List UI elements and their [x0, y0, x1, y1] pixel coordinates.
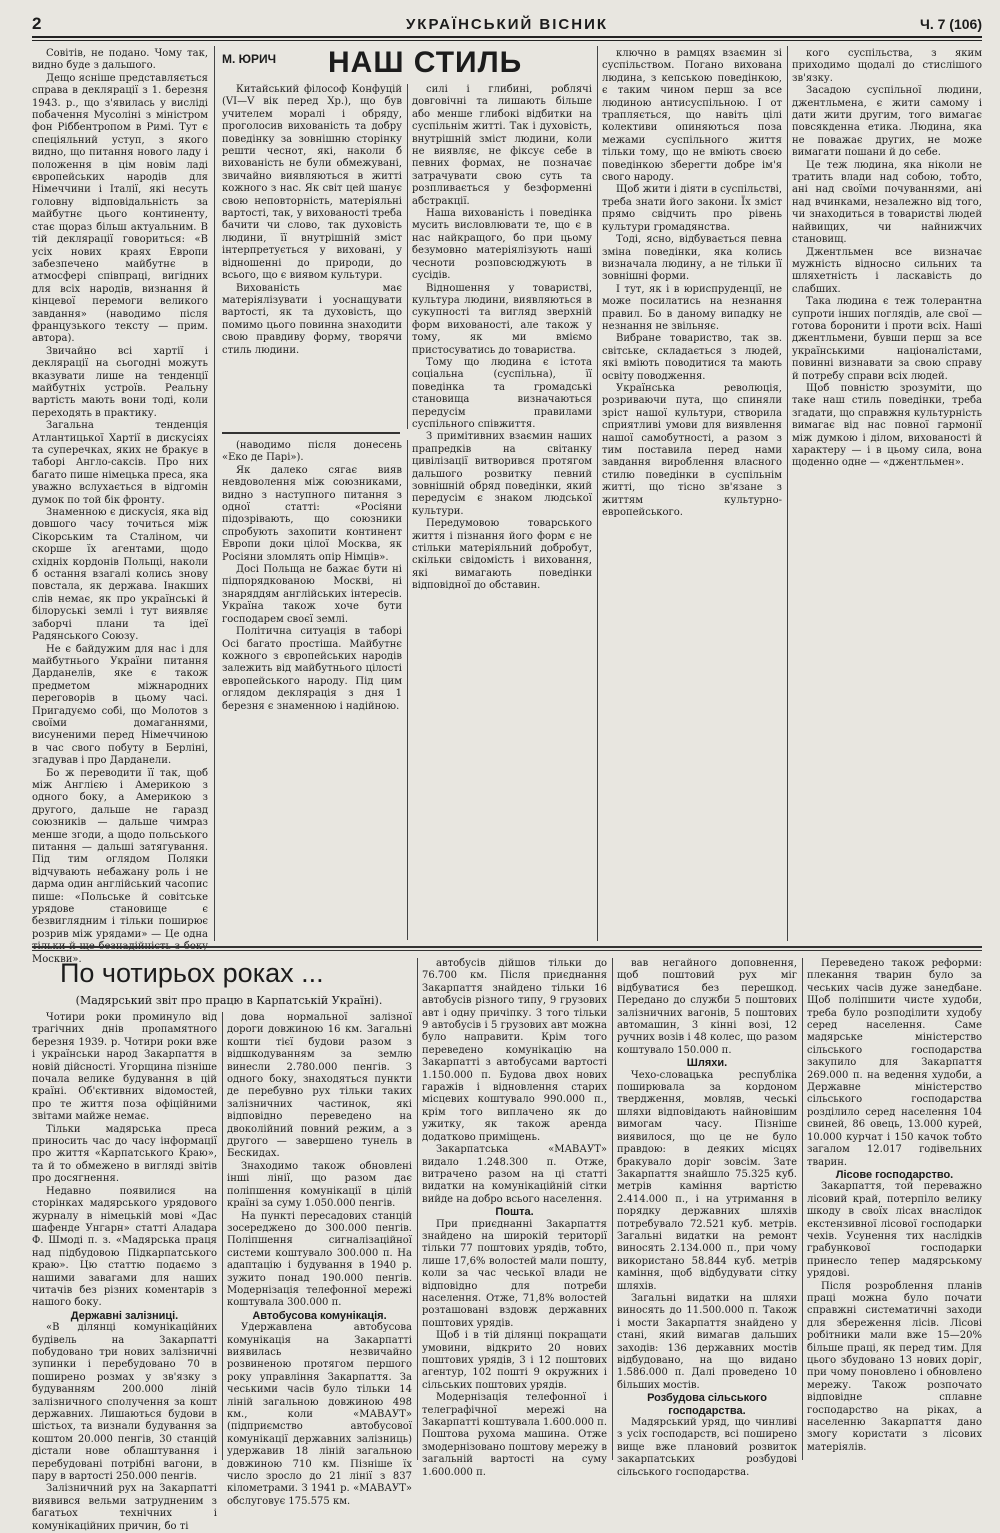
paragraph: І тут, як і в юриспруденції, не може посилатись на незнання правил. Бо в даному випадку не незнання не звільняє.: [602, 283, 782, 332]
subhead-bus: Автобусова комунікація.: [252, 1309, 387, 1322]
paragraph: Загальні видатки на шляхи виносять до 11.500.000 п. Також і мости Закарпаття знайдено у стані, який вимагав дальших заходів: 136 державних мостів відбудовано, на що видано 1.586.000 п. Далі проведено 10 більших мостів.: [617, 1292, 797, 1391]
nash-styl-col2-text: [222, 465, 402, 713]
four-years-col2: [227, 1012, 412, 1507]
subhead-railways: Державні залізниці.: [70, 1309, 179, 1322]
four-years-col2b-text: [227, 1322, 412, 1508]
paragraph: Дещо ясніше представляється справа в деклярації з 1. березня 1943. р., що з'явилась у висліді побачення Мусоліні з міністром фон Ріббентропом в Римі. Тут є спеціяльний уступ, з якого видно, що питання нового ладу і положення в цім новім ладі європейських народів для Німеччини і Італії, які несуть головну відповідальність за майбутнє цього континенту, стає щораз більш актуальним. В тій деклярації говориться: «В усіх нових краях Европи забезпечено майбутнє в атмосфері співпраці, вигідних для всіх народів, визнання й кінцевої перемоги великого завдання» (наводимо після французького тексту — прим. автора).: [32, 72, 208, 345]
nash-styl-col2: [222, 440, 402, 940]
paragraph: Тільки мадярська преса приносить час до часу інформації про життя «Карпатського Краю», та й то обмежено в вигляді звітів про досягнення.: [32, 1123, 217, 1185]
paragraph: Загальна тенденція Атлантицької Хартії в дискусіях та суперечках, яких не бракує в таборі Англо-саксів. Про них багато пише німецька преса, яка уважно вслухається в відгомін думок по той бік фронту.: [32, 420, 208, 506]
four-years-col5b-text: [807, 1181, 982, 1454]
paragraph: вав негайного доповнення, щоб поштовий рух міг відбуватися без перешкод. Передано до служби 5 поштових залізничних вагонів, 5 поштових автомашин, 3 кінні возі, 12 ручних возів і 48 колес, що разом коштувало 150.000 п.: [617, 958, 797, 1056]
paragraph: Звичайно всі хартії і деклярації на сьогодні можуть вказувати лише на тенденції майбутніх устроїв. Реальну вартість мають вони тоді, коли переходять в практику.: [32, 345, 208, 419]
column-divider: [802, 958, 803, 1460]
paragraph: Бо ж переводити її так, щоб між Англією і Америкою з одного боку, а Америкою з другого, дальше не гаразд союзників — дальше чимраз менше згоди, а щодо польського питання — дальші затягування. Під тим оглядом Поляки відчувають небажану роль і не дарма один англійський часопис пише: «Польське й совітське урядове становище є безвиглядним і тільки поширює розрив між урядами» — Це одна тільки й ще безнадійність з боку Москви».: [32, 767, 208, 965]
paragraph: З примітивних взаємин наших прапредків на світанку цивілізації витворився протягом дальшого розвитку певний зовнішній обряд поведінки, який передусім є знаком людської культури.: [412, 431, 592, 517]
paragraph: При приєднанні Закарпаття знайдено на широкій території тільки 77 поштових урядів, тобто, лише 17,6% волостей мали пошту, коли за час чеської влади не відповідно для потреби населення. Отже, 71,8% волостей розташовані вздовж державних поштових урядів.: [422, 1218, 607, 1329]
paragraph: Досі Польща не бажає бути ні підпорядкованою Москві, ні знаряддям англійських інтересів. Україна також хоче бути господарем своєї землі.: [222, 564, 402, 625]
subhead-forestry: Лісове господарство.: [835, 1168, 954, 1181]
nash-styl-col3-text: [412, 84, 592, 593]
article-left-text: [32, 48, 208, 966]
paragraph: Не є байдужим для нас і для майбутнього України питання Дарданелів, яке є також предметом міжнародних переговорів в цьому часі. Пригадуємо собі, що Молотов з своїми домаганнями, висуненими перед Німеччиною в час свого побуту в Берліні, згадував і про Дарданели.: [32, 643, 208, 767]
paragraph: Модернізація телефонної і телеграфічної мережі на Закарпатті коштувала 1.600.000 п. Поштова рухома машина. Отже змодернізовано поштову мережу в загальній вартості на суму 1.600.000 п.: [422, 1392, 607, 1478]
paragraph: Щоб повністю зрозуміти, що таке наш стиль поведінки, треба згадати, що справжня культурність вимагає від нас повної гармонії між думкою і ділом, вихованості й характеру — і в цьому сила, вона щоденно одне — «джентльмен».: [792, 382, 982, 469]
nash-styl-col5: [792, 48, 982, 938]
paragraph: Вибране товариство, так зв. світське, складається з людей, які вміють поводитися та мають освіту поводження.: [602, 333, 782, 382]
paragraph: Політична ситуація в таборі Осі багато простіша. Майбутнє кожного з європейських народів залежить від майбутнього цілості европейського народу. Під цим оглядом деклярація з дня 1 березня є знаменною і надійною.: [222, 626, 402, 712]
paragraph: Відношення у товаристві, культура людини, виявляються в сукупності та вигляд зверхній форм вихованості, але також у тому, як ми вміємо пристосуватись до товариства.: [412, 282, 592, 356]
paragraph: кого суспільства, з яким приходимо щодалі до стислішого зв'язку.: [792, 48, 982, 84]
article-left-column: [32, 48, 208, 965]
source-note: (наводимо після донесень «Еко де Парі»).: [222, 440, 402, 464]
nash-styl-col4-text: [602, 48, 782, 519]
paragraph: Джентльмен все визначає мужність відносно сильних та шляхетність і ласкавість до слабших.: [792, 246, 982, 295]
nash-styl-col1-text: [222, 84, 402, 357]
paragraph: Совітів, не подано. Чому так, видно буде з дальшого.: [32, 48, 208, 72]
four-years-col3-text: [422, 958, 607, 1206]
paragraph: Після розроблення планів праці можна було почати справжні систематичні заходи для збереження лісів. Лісові робітники мали вже 15—20% більше праці, як перед тим. Для цього збудовано 13 нових доріг, при чому поновлено і обновлено мережу. Також розпочато відповідне сплавне господарство на ріках, а населенню Закарпаття дано змогу користати з лісових матеріялів.: [807, 1280, 982, 1453]
paragraph: автобусів дійшов тільки до 76.700 км. Після приєднання Закарпаття знайдено тільки 16 автобусів різного типу, 9 грузових авт і одну причіпку. З того тільки 9 автобусів і 5 грузових авт можна було направити. Крім того переведено комунікацію на Закарпатті з автобусами вартості 1.150.000 п. Будова двох нових гаражів і відновлення старих місцевих коштувало 990.000 п., крім того виплачено як до ужитку, як також аренда додатково приміщень.: [422, 958, 607, 1143]
column-divider: [612, 958, 613, 1460]
page-number: 2: [32, 14, 42, 33]
column-divider: [214, 46, 215, 941]
issue-number: Ч. 7 (106): [920, 16, 982, 32]
four-years-col3b-text: [422, 1219, 607, 1480]
paragraph: Знаходимо також обновлені інші лінії, що разом дає поліпшення комунікації в цілій країні за суму 1.050.000 пенгів.: [227, 1160, 412, 1210]
paragraph: Щоб жити і діяти в суспільстві, треба знати його закони. Їх зміст прямо свідчить про рівень культури громадянства.: [602, 184, 782, 233]
article-author: М. ЮРИЧ: [222, 52, 277, 66]
paragraph: Це теж людина, яка ніколи не тратить влади над собою, тобто, ані над своїми почуваннями, ані над вчинками, незалежно від того, чи знаходиться в товаристві людей найвищих, чи найнижчих становищ.: [792, 159, 982, 246]
paragraph: Передумовою товарського життя і пізнання його форм є не стільки матеріяльний добробут, скільки свідомість і виховання, які вимагають поведінки відповідної до обставин.: [412, 518, 592, 592]
four-years-col4c-text: [617, 1417, 797, 1479]
newspaper-title: УКРАЇНСЬКИЙ ВІСНИК: [405, 16, 609, 33]
subhead-roads: Шляхи.: [686, 1057, 728, 1070]
article-title-four-years: По чотирьох роках ...: [60, 958, 324, 988]
four-years-col4-text: [617, 958, 797, 1057]
nash-styl-col1: [222, 84, 402, 429]
paragraph: Чотири роки проминуло від трагічних днів пропамятного березня 1939. р. Чотири роки вже і українськи народ Закарпаття в новій дійсності. Угорщина пізніше почала велике будування в цій країні. Об'єктивних відомостей, про те життя поза офіційними звітами майже немає.: [32, 1012, 217, 1123]
column-divider: [222, 1012, 223, 1460]
four-years-col1: [32, 1012, 217, 1532]
four-years-col3: [422, 958, 607, 1478]
four-years-col4: [617, 958, 797, 1478]
article-title-nash-styl: НАШ СТИЛЬ: [328, 46, 523, 79]
paragraph: Переведено також реформи: плекання тварин було за чеських часів дуже занедбане. Щоб поліпшити чисте худоби, треба було розподілити худобу серед населення. Саме мадярське міністерство сільського господарства закупило для Закарпаття 269.000 п. на ведення худоби, а Державне міністерство сільського господарства розділило серед населення 104 свиней, 86 овець, 13.000 курей, 10.000 курчат і 150 качок тобто загалом 12.017 годівельних тварин.: [807, 958, 982, 1168]
four-years-col1-text: [32, 1012, 217, 1310]
header-rule-thin: [32, 40, 982, 41]
paragraph: силі і глибині, роблячі довговічні та лишають більше або менше глибокі відбитки на суспільнім житті. Так і духовість, внутрішній зміст людини, коли не виявляє, не фіксує себе в певних формах, не позначає затрачувати свою суть та розпливається у безформенні абстракції.: [412, 84, 592, 207]
paragraph: Недавно появилися на сторінках мадярського урядового журналу в німецькій мові «Дас шафенде Унгарн» статті Аладара Ф. Шмоді п. з. «Мадярська праця над підбудовою Підкарпатського краю». Цю статтю подаємо з нашими завагами для наших читачів без різних коментарів з нашого боку.: [32, 1185, 217, 1309]
subarticle-rule: [222, 432, 400, 434]
paragraph: Українська революція, розриваючи пута, що спиняли зріст нашої культури, створила сприятливі умови для виявлення нашої самобутності, а разом з тим поставила перед нами завдання вироблення власного стилю поведінки в суспільнім житті, що тісно зв'язане з життям культурно-европейського.: [602, 382, 782, 519]
subhead-post: Пошта.: [495, 1206, 534, 1219]
four-years-col5-text: [807, 958, 982, 1169]
paragraph: Залізничний рух на Закарпатті виявився вельми затрудненим з багатьох технічних і комунікаційних причин, бо ті: [32, 1483, 217, 1532]
paragraph: Китайський філософ Конфуцій (VI—V вік перед Хр.), що був учителем моралі і обряду, проголосив вихованість та добру поведінку за зовнішню сторінку решти чеснот, які, наколи б вихованість не були обмежувані, звичайно виявляються в житті кожного з нас. Як світ цей шанує свою неповторність, матеріяльні вартості, так, у вихованості треба бачити чи слово, так духовість людини, її внутрішній зміст інтерпретується у виховані, у відношенні до природи, до всього, що є виявом культури.: [222, 84, 402, 282]
nash-styl-col5-text: [792, 48, 982, 470]
four-years-col1b-text: [32, 1322, 217, 1533]
paragraph: Знаменною є дискусія, яка від довшого часу точиться між Сікорським та Сталіном, чи скорше їх агентами, щодо східніх кордонів Польщі, наколи б остання взагалі колись знову повстала, як держава. Інакших слів немає, як про українські й білоруські землі і тут виявляє заборчі плани та ідеї Радянського Союзу.: [32, 507, 208, 643]
nash-styl-col4: [602, 48, 782, 938]
paragraph: Вихованість має матеріялізувати і уоснащувати вартості, як та духовість, що помимо цього повинна знаходити свою правдиву форму, творячи стиль людини.: [222, 282, 402, 356]
paragraph: Тому що людина є істота соціальна (суспільна), її поведінка та громадські становища визначаються передусім правилами суспільного співжиття.: [412, 356, 592, 430]
subhead-agriculture: Розбудова сільського господарства.: [647, 1392, 767, 1417]
four-years-col2-text: [227, 1012, 412, 1310]
paragraph: Мадярський уряд, що чинливі з усіх господарств, всі поширено вище вже плановий розвиток закарпатських розбудові сільського господарства.: [617, 1417, 797, 1478]
paragraph: дова нормальної залізної дороги довжиною 16 км. Загальні кошти тієї будови разом з відшкодуванням за землю винесли 2.780.000 пенгів. З одного боку, знаходяться пункти де перебувно рух тільки таких залізничних частинок, які відповідно переведено на двоколійний повний режим, а з другого — завершено тунель в Бескидах.: [227, 1012, 412, 1160]
column-divider: [787, 46, 788, 941]
paragraph: ключно в рамцях взаємин зі суспільством. Погано вихована людина, з кепською поведінкою, є таким чином перш за все людиною антисуспільною. І от трапляється, що навіть цілі колективи опиняються поза межами суспільного життя тільки тому, що не вміють своєю поведінкою зберегти добре ім'я свого народу.: [602, 48, 782, 184]
paragraph: Чехо-словацька республіка поширювала за кордоном твердження, мовляв, чеські шляхи відповідають найновішим вимогам часу. Пізніше виявилося, що це не було правдою: в деяких місцях бракувало доріг зовсім. Зате Закарпаття знайшло 75.325 куб. метрів каміння вартістю 2.414.000 п., і на утримання в порядку державних шляхів потребувало 72.521 куб. метрів. Загальні видатки на ремонт виносять 2.134.000 п., при чому використано 58.844 куб. метрів каміння, щоб відбудувати сітку шляхів.: [617, 1069, 797, 1292]
section-rule: [32, 946, 982, 948]
column-divider: [597, 46, 598, 941]
four-years-col5: [807, 958, 982, 1458]
four-years-col4b-text: [617, 1070, 797, 1393]
section-rule-thin: [32, 950, 982, 951]
column-divider: [407, 84, 408, 429]
nash-styl-col3: [412, 84, 592, 939]
paragraph: Закарпатська «МАВАУТ» видало 1.248.300 п. Отже, витрачено разом на ці статті видатки на комунікаційній сітки вийде на добро всього населення.: [422, 1144, 607, 1205]
header-rule: [32, 36, 982, 38]
column-divider: [407, 440, 408, 940]
paragraph: Наша вихованість і поведінка мусить висловлювати те, що є в нас найкращого, бо при цьому безумовно матеріялізують наші чесноти розповсюджують в сусідів.: [412, 208, 592, 282]
paragraph: Як далеко сягає вияв невдоволення між союзниками, видно з наступного питання з одної статті: «Росіяни підозрівають, що союзники спробують захопити континент Европи доки цілої Москва, як Росіяни зломлять опір Німців».: [222, 464, 402, 563]
column-divider: [417, 958, 418, 1460]
paragraph: Щоб і в тій ділянці покращати умовини, відкрито 20 нових поштових урядів, 3 і 12 поштових агентур, 102 пошті 9 окружних і сільських поштових урядів.: [422, 1330, 607, 1391]
article-subtitle: (Мадярський звіт про працю в Карпатській Україні).: [75, 994, 383, 1007]
paragraph: Тоді, ясно, відбувається певна зміна поведінки, яка колись визначала людину, а не тільки її зовнішні форми.: [602, 234, 782, 283]
paragraph: Закарпаття, той переважно лісовий край, потерпіло велику шкоду в своїх лісах внаслідок екстензивної лісової господарки чехів. Усунення тих наслідків грабункової господарки принесло тепер мадярському урядові.: [807, 1181, 982, 1280]
paragraph: Удержавлена автобусова комунікація на Закарпатті виявилась незвичайно розвиненою протягом першого року управління Закарпаття. За чеськими часів було тільки 14 ліній загальною довжиною 498 км., коли «МАВАУТ» (підприємство автобусової комунікації державних залізниць) удержавив 18 ліній загальною довжиною 710 км. Пізніше їх число зросло до 21 лінії з 837 кілометрами. З 1941 р. «МАВАУТ» обслуговує 175.575 км.: [227, 1322, 412, 1507]
paragraph: Така людина є теж толерантна супроти інших поглядів, але свої — готова боронити і проти всіх. Наші джентльмени, бувши перш за все українськими націоналістами, повинні визнавати за свою справу й потребу справи всіх людей.: [792, 296, 982, 382]
paragraph: Засадою суспільної людини, джентльмена, є жити самому і дати жити другим, того вимагає повсякденна етика. Людина, яка не поважає других, не може вимагати пошани й до себе.: [792, 85, 982, 159]
paragraph: «В ділянці комунікаційних будівель на Закарпатті побудовано три нових залізничні зупинки і перебудовано 70 в поширено розмах у зв'язку з будуванням 200.000 ліній залізничного сполучення за кошт державних. Лишаються будови в шістьох, та визнали будування за коштом 20.000 пенгів, 30 станцій дістали нове облаштування і перебудовані потрібні вагони, в пару в вартості 250.000 пенгів.: [32, 1322, 217, 1483]
paragraph: На пункті пересадових станцій зосереджено до 300.000 пенгів. Поліпшення сигналізаційної системи коштувало 300.000 п. На адаптацію і будування в 1940 р. зужито понад 190.000 пенгів. Модернізація телефонної мережі коштувала 300.000 п.: [227, 1210, 412, 1309]
